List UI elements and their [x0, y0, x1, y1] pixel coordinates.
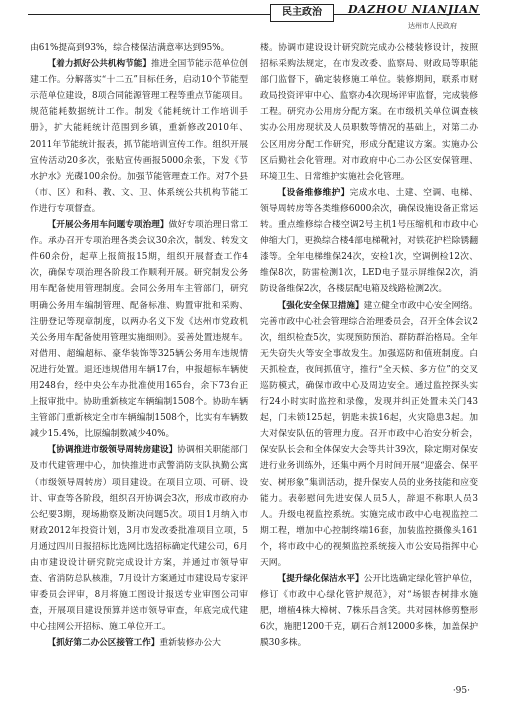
section-body: 协调相关职能部门及市代建管理中心，加快推进市武警消防支队执勤公寓（市级领导周转房）项目建设。在项目立项、可研、设计、审查等各阶段，组织召开协调会3次，形成市政府办公纪要3期，现场勘察及断决问题5次。项目1月纳入市财政2012年投资计划，3月市发改委批准项目立项，5月通过四川日报招标比选网比选招标确定代建公司，6月由市建设设计研究院完成设计方案，并通过市领导审查、省消防总队核准，7月设计方案通过市建设局专家评审委员会评审，8月将施工图设计报送专业审图公司审查，开展项目建设预算并送市领导审查，年底完成代建中心挂网公开招标、施工单位开工。: [30, 445, 248, 633]
section-title: 【提升绿化保洁水平】: [277, 574, 364, 585]
section-title: 【开展公务用车问题专项治理】: [47, 220, 169, 231]
section-equipment-maintenance: [260, 185, 478, 298]
section-greening: [260, 571, 478, 651]
section-title: 【设备维修维护】: [277, 187, 350, 198]
section-body: 做好专项治理日常工作。承办召开专项治理各类会议30余次，制发、转发文件60余份，起草上报简报15期，组织开展督查工作4次，确保专项治理各阶段工作顺利开展。研究制发公务用车配备使用管理制度。会同公务用车主管部门，研究明确公务用车编制管理、配备标准、购置审批和采购、注册登记等现章制度，以两办名义下发《达州市党政机关公务用车配备使用管理实施细则》。妥善处置违规车。对借用、超编超标、豪华装饰等325辆公务用车违规情况进行处置。退还违规借用车辆17台，申报超标车辆使用248台，经中央公车办批准使用165台，余下73台正上报审批中。协助重新核定车辆编制1508个。协助车辆主管部门重新核定全市车辆编制1508个，比实有车辆数减少15.4%，比原编制数减少40%。: [30, 220, 248, 440]
section-turnover-housing: [30, 442, 248, 635]
page-number: ·95·: [452, 686, 470, 696]
section-title: 【抓好第二办公区接管工作】: [47, 638, 160, 649]
section-body: 推进全国节能示范单位创建工作。分解落实“十二五”目标任务，启动10个节能型示范单位建设，8项合同能源管理工程等重点节能项目。规范能耗数据统计工作。制发《能耗统计工作培训手册》，扩大能耗统计范围到乡镇，重新修改2010年、2011年节能统计报表，抓节能培训宣传工作。组织开展宣传活动20多次，张贴宣传画报5000余张，下发《节水护水》光碟100余份。加强节能管理查工作。对7个县（市、区）和科、教、文、卫、体系统公共机构节能工作进行专项督查。: [30, 59, 248, 214]
continuation-paragraph: 楼。协调市建设设计研究院完成办公楼装修设计，按照招标采购法规定，在市发改委、监察局、财政局等职能部门监督下，确定装修施工单位。装修期间，联系市财政局投资评审中心、监察办4次现场评审监督，完成装修工程。研究办公用房分配方案。在市级机关单位调查核实办公用房现状及人员职数等情况的基础上，对第二办公区用房分配工作研究，形成分配建议方案。实施办公区后勤社会化管理。对市政府中心二办公区安保管理、环境卫生、日常维护实施社会化管理。: [260, 43, 478, 182]
section-second-office-area: [30, 635, 248, 651]
section-body: 重新装修办公大: [159, 638, 221, 649]
left-column: [30, 40, 248, 652]
section-title: 【强化安全保卫措施】: [277, 300, 364, 311]
section-body: 完成水电、土建、空调、电梯、领导周转房等各类维修6000余次，确保设施设备正常运转。重点维修综合楼空调2号主机1号压缩机和市政中心伸缩大门，更换综合楼4部电梯靴衬，对铁花护栏除锈翻漆等。全年电梯维保24次，安检1次，空调例检12次、维保8次，防雷检测1次，LED电子显示屏维保2次，消防设备维保2次，各楼层配电箱及线路检测2次。: [260, 187, 478, 295]
intro-paragraph: 由61%提高到93%，综合楼保洁满意率达到95%。: [30, 43, 230, 53]
yearbook-subtitle: 达州市人民政府: [408, 22, 457, 30]
right-column: [260, 40, 478, 652]
yearbook-title: DAZHOU NIANJIAN: [348, 3, 480, 16]
section-body: 建立健全市政中心安全网络。完善市政中心社会管理综合治理委员会，召开全体会议2次，组织检查5次，实现预防预治、群防群治格局。全年无失窃失火等安全事故发生。加强巡防和值班制度。白天抓检查，夜间抓值守，推行“全天候、多方位”的交叉巡防模式，确保市政中心及周边安全。通过监控探头实行24小时实时监控和录像，发现并纠正处置未关门43起，门未锁125起，钥匙未拔16起，火灾隐患3起。加大对保安队伍的管理力度。召开市政中心治安分析会，保安队长会和全体保安大会等共计39次，除定期对保安进行业务训练外，还集中两个月时间开展“迎盛会、保平安、树形象”集训活动，提升保安人员的业务技能和应变能力。表彰慰问先进安保人员5人，辞退不称职人员3人。升级电视监控系统。实施完成市政中心电视监控二期工程，增加中心控制终端16套，加装监控摄像头161个，将市政中心的视频监控系统接入市公安局指挥中心天网。: [260, 300, 478, 568]
section-label: 民主政治: [270, 4, 334, 22]
section-title: 【着力抓好公共机构节能】: [47, 59, 151, 70]
section-security: [260, 298, 478, 572]
section-energy-saving: [30, 56, 248, 217]
section-official-vehicles: [30, 217, 248, 442]
section-body: 公开比选确定绿化管护单位，修订《市政中心绿化管护规范》，对“场银杏树排水施肥，增植4株大樟树、7株乐昌含笑。共对园林修剪整形6次，施肥1200千克，刷石合剂12000多株，加盖保护膜30多株。: [260, 574, 478, 649]
section-title: 【协调推进市级领导周转房建设】: [47, 445, 178, 456]
